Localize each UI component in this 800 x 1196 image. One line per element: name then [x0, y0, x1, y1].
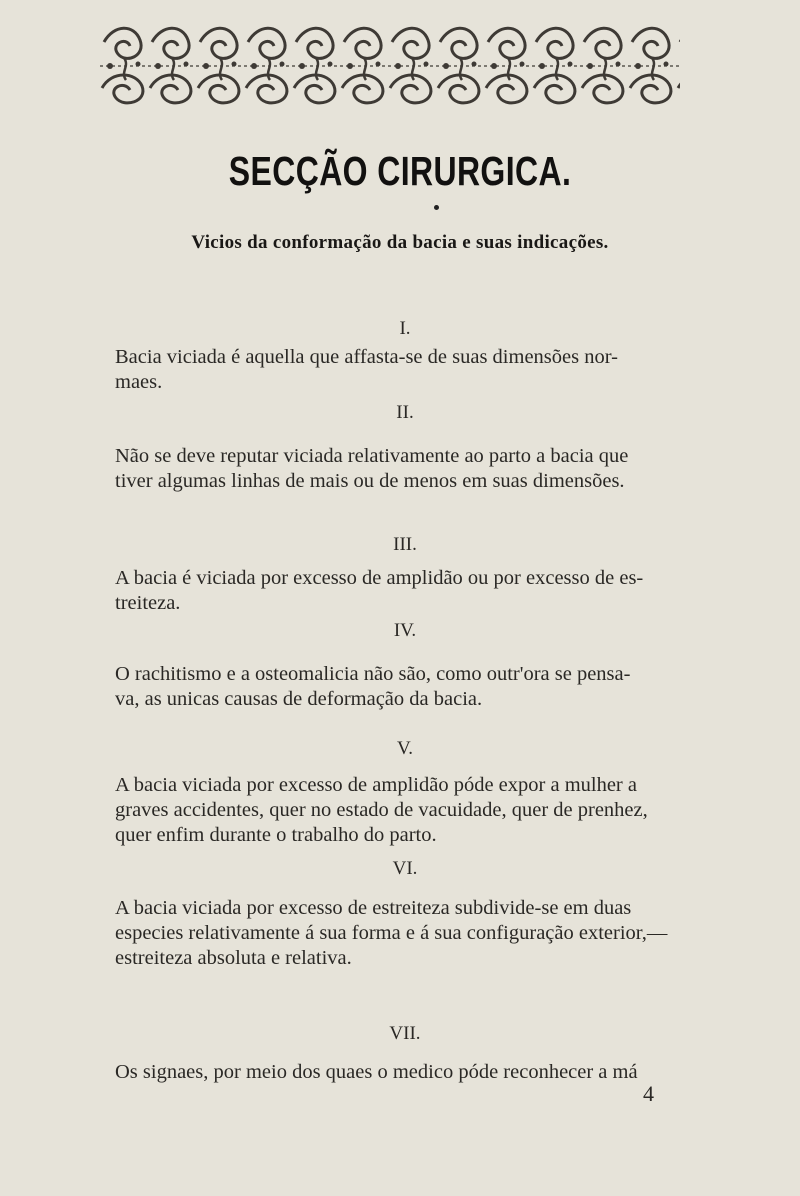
- section-title: SECÇÃO CIRURGICA.: [228, 148, 572, 194]
- paragraph-numeral: V.: [396, 738, 414, 759]
- paragraph-text: A bacia viciada por excesso de estreiteza subdivide-se em duas especies relativamente á sua forma e á sua configuração exterior,— estreiteza absoluta e relativa.: [115, 897, 668, 969]
- section-subtitle: Vicios da conformação da bacia e suas indicações.: [191, 232, 609, 253]
- paragraph-text: A bacia é viciada por excesso de amplidão ou por excesso de es- treiteza.: [115, 567, 644, 614]
- paragraph-numeral: II.: [396, 402, 414, 423]
- decorative-ornament-band: [100, 22, 680, 108]
- paragraph-numeral: VII.: [389, 1023, 421, 1044]
- paragraph-numeral: IV.: [393, 620, 417, 641]
- paragraph-text: Bacia viciada é aquella que affasta-se de suas dimensões nor- maes.: [115, 346, 618, 393]
- paragraph-text: O rachitismo e a osteomalicia não são, como outr'ora se pensa- va, as unicas causas de deformação da bacia.: [115, 663, 631, 710]
- page-number: 4: [643, 1081, 654, 1106]
- paragraph-text: Não se deve reputar viciada relativamente ao parto a bacia que tiver algumas linhas de mais ou de menos em suas dimensões.: [115, 445, 629, 492]
- paragraph-numeral: VI.: [392, 858, 418, 879]
- paragraph-numeral: I.: [399, 318, 411, 339]
- paragraph-text: Os signaes, por meio dos quaes o medico póde reconhecer a má: [115, 1061, 638, 1083]
- decorative-dot: [434, 205, 439, 210]
- paragraph-text: A bacia viciada por excesso de amplidão póde expor a mulher a graves accidentes, quer no estado de vacuidade, quer de prenhez, quer enfim durante o trabalho do parto.: [115, 774, 648, 846]
- paragraph-numeral: III.: [393, 534, 417, 555]
